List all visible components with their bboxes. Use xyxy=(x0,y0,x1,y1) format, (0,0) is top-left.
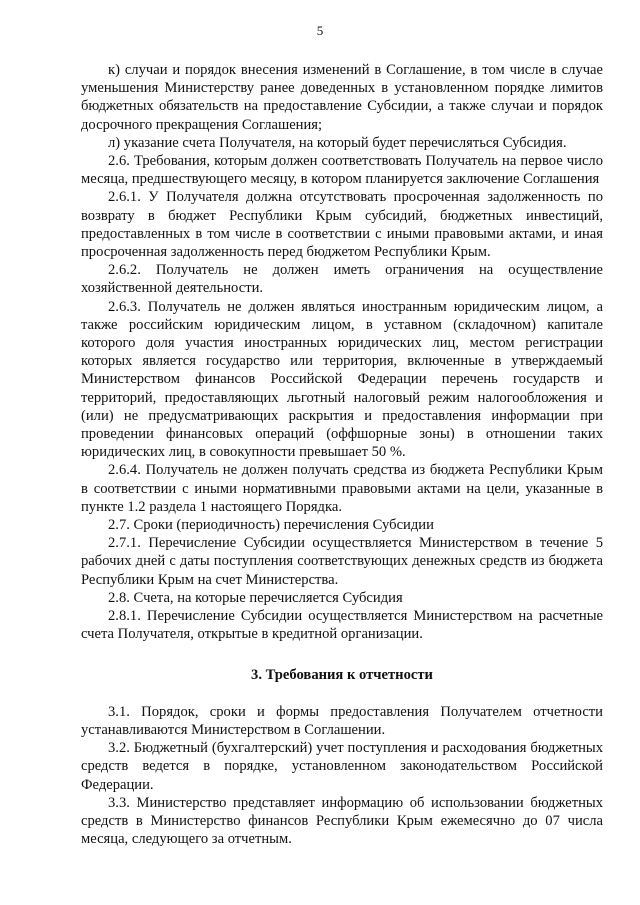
paragraph-l-account: л) указание счета Получателя, на который будет перечисляться Субсидия. xyxy=(108,134,567,151)
section-heading-reporting: 3. Требования к отчетности xyxy=(251,666,433,683)
paragraph-2-7: 2.7. Сроки (периодичность) перечисления Субсидии xyxy=(108,517,434,534)
paragraph-2-8-1: 2.8.1. Перечисление Субсидии осуществляется Министерством на расчетные счета Получателя, открытые в кредитной организации. xyxy=(81,608,603,643)
paragraph-k-amendments: к) случаи и порядок внесения изменений в Соглашение, в том числе в случае уменьшения Министерству ранее доведенных в установленном порядке лимитов бюджетных обязательств на предоставление Субсидии, а также случаи и порядок досрочного прекращения Соглашения; xyxy=(81,62,603,133)
paragraph-3-1: 3.1. Порядок, сроки и формы предоставления Получателем отчетности устанавливаются Министерством в Соглашении. xyxy=(81,703,603,738)
paragraph-2-6-4: 2.6.4. Получатель не должен получать средства из бюджета Республики Крым в соответствии с иными нормативными правовыми актами на цели, указанные в пункте 1.2 раздела 1 настоящего Порядка. xyxy=(81,462,603,515)
paragraph-3-3: 3.3. Министерство представляет информацию об использовании бюджетных средств в Министерство финансов Республики Крым ежемесячно до 07 числа месяца, следующего за отчетным. xyxy=(81,794,603,848)
paragraph-2-6: 2.6. Требования, которым должен соответствовать Получатель на первое число месяца, предшествующего месяцу, в котором планируется заключение Соглашения xyxy=(81,153,603,188)
paragraph-3-2: 3.2. Бюджетный (бухгалтерский) учет поступления и расходования бюджетных средств ведется в порядке, установленном законодательством Российской Федерации. xyxy=(81,740,603,793)
paragraph-2-8: 2.8. Счета, на которые перечисляется Субсидия xyxy=(108,589,403,606)
paragraph-2-6-2: 2.6.2. Получатель не должен иметь ограничения на осуществление хозяйственной деятельности. xyxy=(81,262,603,297)
document-body xyxy=(81,61,603,848)
paragraph-2-6-1: 2.6.1. У Получателя должна отсутствовать просроченная задолженность по возврату в бюджет Республики Крым субсидий, бюджетных инвестиций, предоставленных в том числе в соответствии с иными правовыми актами, и иная просроченная задолженность перед бюджетом Республики Крым. xyxy=(81,189,603,261)
page-number: 5 xyxy=(316,23,324,38)
paragraph-2-7-1: 2.7.1. Перечисление Субсидии осуществляется Министерством в течение 5 рабочих дней с даты поступления соответствующих денежных средств из бюджета Республики Крым на счет Министерства. xyxy=(81,535,603,588)
paragraph-2-6-3: 2.6.3. Получатель не должен являться иностранным юридическим лицом, а также российским юридическим лицом, в уставном (складочном) капитале которого доля участия иностранных юридических лиц, местом регистрации которых является государство или территория, включенные в утверждаемый Министерством финансов Российской Федерации перечень государств и территорий, предоставляющих льготный налоговый режим налогообложения и (или) не предусматривающих раскрытия и предоставления информации при проведении финансовых операций (оффшорные зоны) в отношении таких юридических лиц, в совокупности превышает 50 %. xyxy=(81,298,603,461)
